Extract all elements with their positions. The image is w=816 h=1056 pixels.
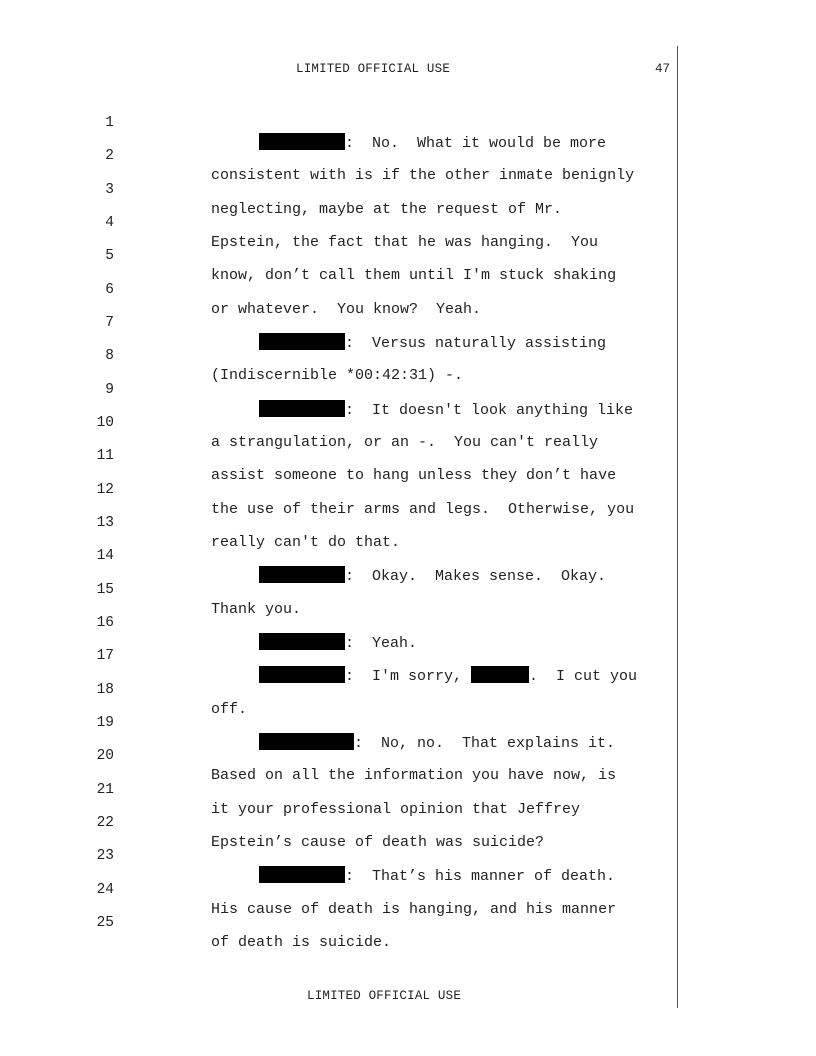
line-number: 22	[96, 815, 114, 831]
redaction-box	[471, 666, 529, 683]
line-number: 8	[105, 348, 114, 364]
page-number: 47	[655, 62, 671, 76]
line-number: 24	[96, 882, 114, 898]
line-number: 15	[96, 582, 114, 598]
line-text: : It doesn't look anything like	[259, 400, 633, 421]
line-number: 5	[105, 248, 114, 264]
line-number: 20	[96, 748, 114, 764]
redaction-box	[259, 566, 345, 583]
line-text: : Okay. Makes sense. Okay.	[259, 566, 606, 587]
line-number: 3	[105, 182, 114, 198]
transcript-line	[0, 326, 464, 384]
line-number: 19	[96, 715, 114, 731]
footer-classification: LIMITED OFFICIAL USE	[307, 989, 462, 1003]
line-text: : I'm sorry, . I cut you	[259, 666, 637, 687]
redaction-box	[259, 666, 345, 683]
line-text: off.	[211, 701, 248, 718]
redaction-box	[259, 400, 345, 417]
line-text: Thank you.	[211, 601, 302, 618]
line-text: really can't do that.	[211, 534, 401, 551]
line-text: the use of their arms and legs. Otherwise, you	[211, 501, 635, 518]
line-number: 9	[105, 382, 114, 398]
line-number: 17	[96, 648, 114, 664]
line-number: 12	[96, 482, 114, 498]
line-text: (Indiscernible *00:42:31) -.	[211, 367, 464, 384]
transcript-line	[0, 660, 248, 718]
line-number: 16	[96, 615, 114, 631]
line-number: 13	[96, 515, 114, 531]
redaction-box	[259, 133, 345, 150]
line-text: His cause of death is hanging, and his manner	[211, 901, 617, 918]
line-text: of death is suicide.	[211, 934, 392, 951]
line-text: : Versus naturally assisting	[259, 333, 606, 354]
line-number: 2	[105, 148, 114, 164]
line-number: 11	[96, 448, 114, 464]
line-number: 1	[105, 115, 114, 131]
line-number: 4	[105, 215, 114, 231]
redaction-box	[259, 633, 345, 650]
line-text: Epstein’s cause of death was suicide?	[211, 834, 545, 851]
redaction-box	[259, 333, 345, 350]
line-number: 6	[105, 282, 114, 298]
line-text: it your professional opinion that Jeffrey	[211, 801, 581, 818]
transcript-line	[0, 493, 401, 551]
line-text: Epstein, the fact that he was hanging. You	[211, 234, 599, 251]
right-margin-rule	[677, 46, 678, 1008]
line-number: 23	[96, 848, 114, 864]
line-text: or whatever. You know? Yeah.	[211, 301, 482, 318]
line-number: 7	[105, 315, 114, 331]
header-classification: LIMITED OFFICIAL USE	[296, 62, 451, 76]
line-text: : No, no. That explains it.	[259, 733, 615, 754]
line-text: know, don’t call them until I'm stuck shaking	[211, 267, 617, 284]
line-text: consistent with is if the other inmate benignly	[211, 167, 635, 184]
redaction-box	[259, 866, 345, 883]
line-text: : That’s his manner of death.	[259, 866, 615, 887]
line-text: neglecting, maybe at the request of Mr.	[211, 201, 563, 218]
line-text: : Yeah.	[259, 633, 417, 654]
line-number: 21	[96, 782, 114, 798]
line-text: : No. What it would be more	[259, 133, 606, 154]
line-number: 18	[96, 682, 114, 698]
transcript-line	[0, 893, 392, 951]
line-text: Based on all the information you have now, is	[211, 767, 617, 784]
transcript-line	[0, 93, 607, 152]
line-number: 10	[96, 415, 114, 431]
line-number: 14	[96, 548, 114, 564]
line-text: assist someone to hang unless they don’t have	[211, 467, 617, 484]
transcript-line	[0, 560, 302, 618]
line-number: 25	[96, 915, 114, 931]
redaction-box	[259, 733, 354, 750]
line-text: a strangulation, or an -. You can't really	[211, 434, 599, 451]
